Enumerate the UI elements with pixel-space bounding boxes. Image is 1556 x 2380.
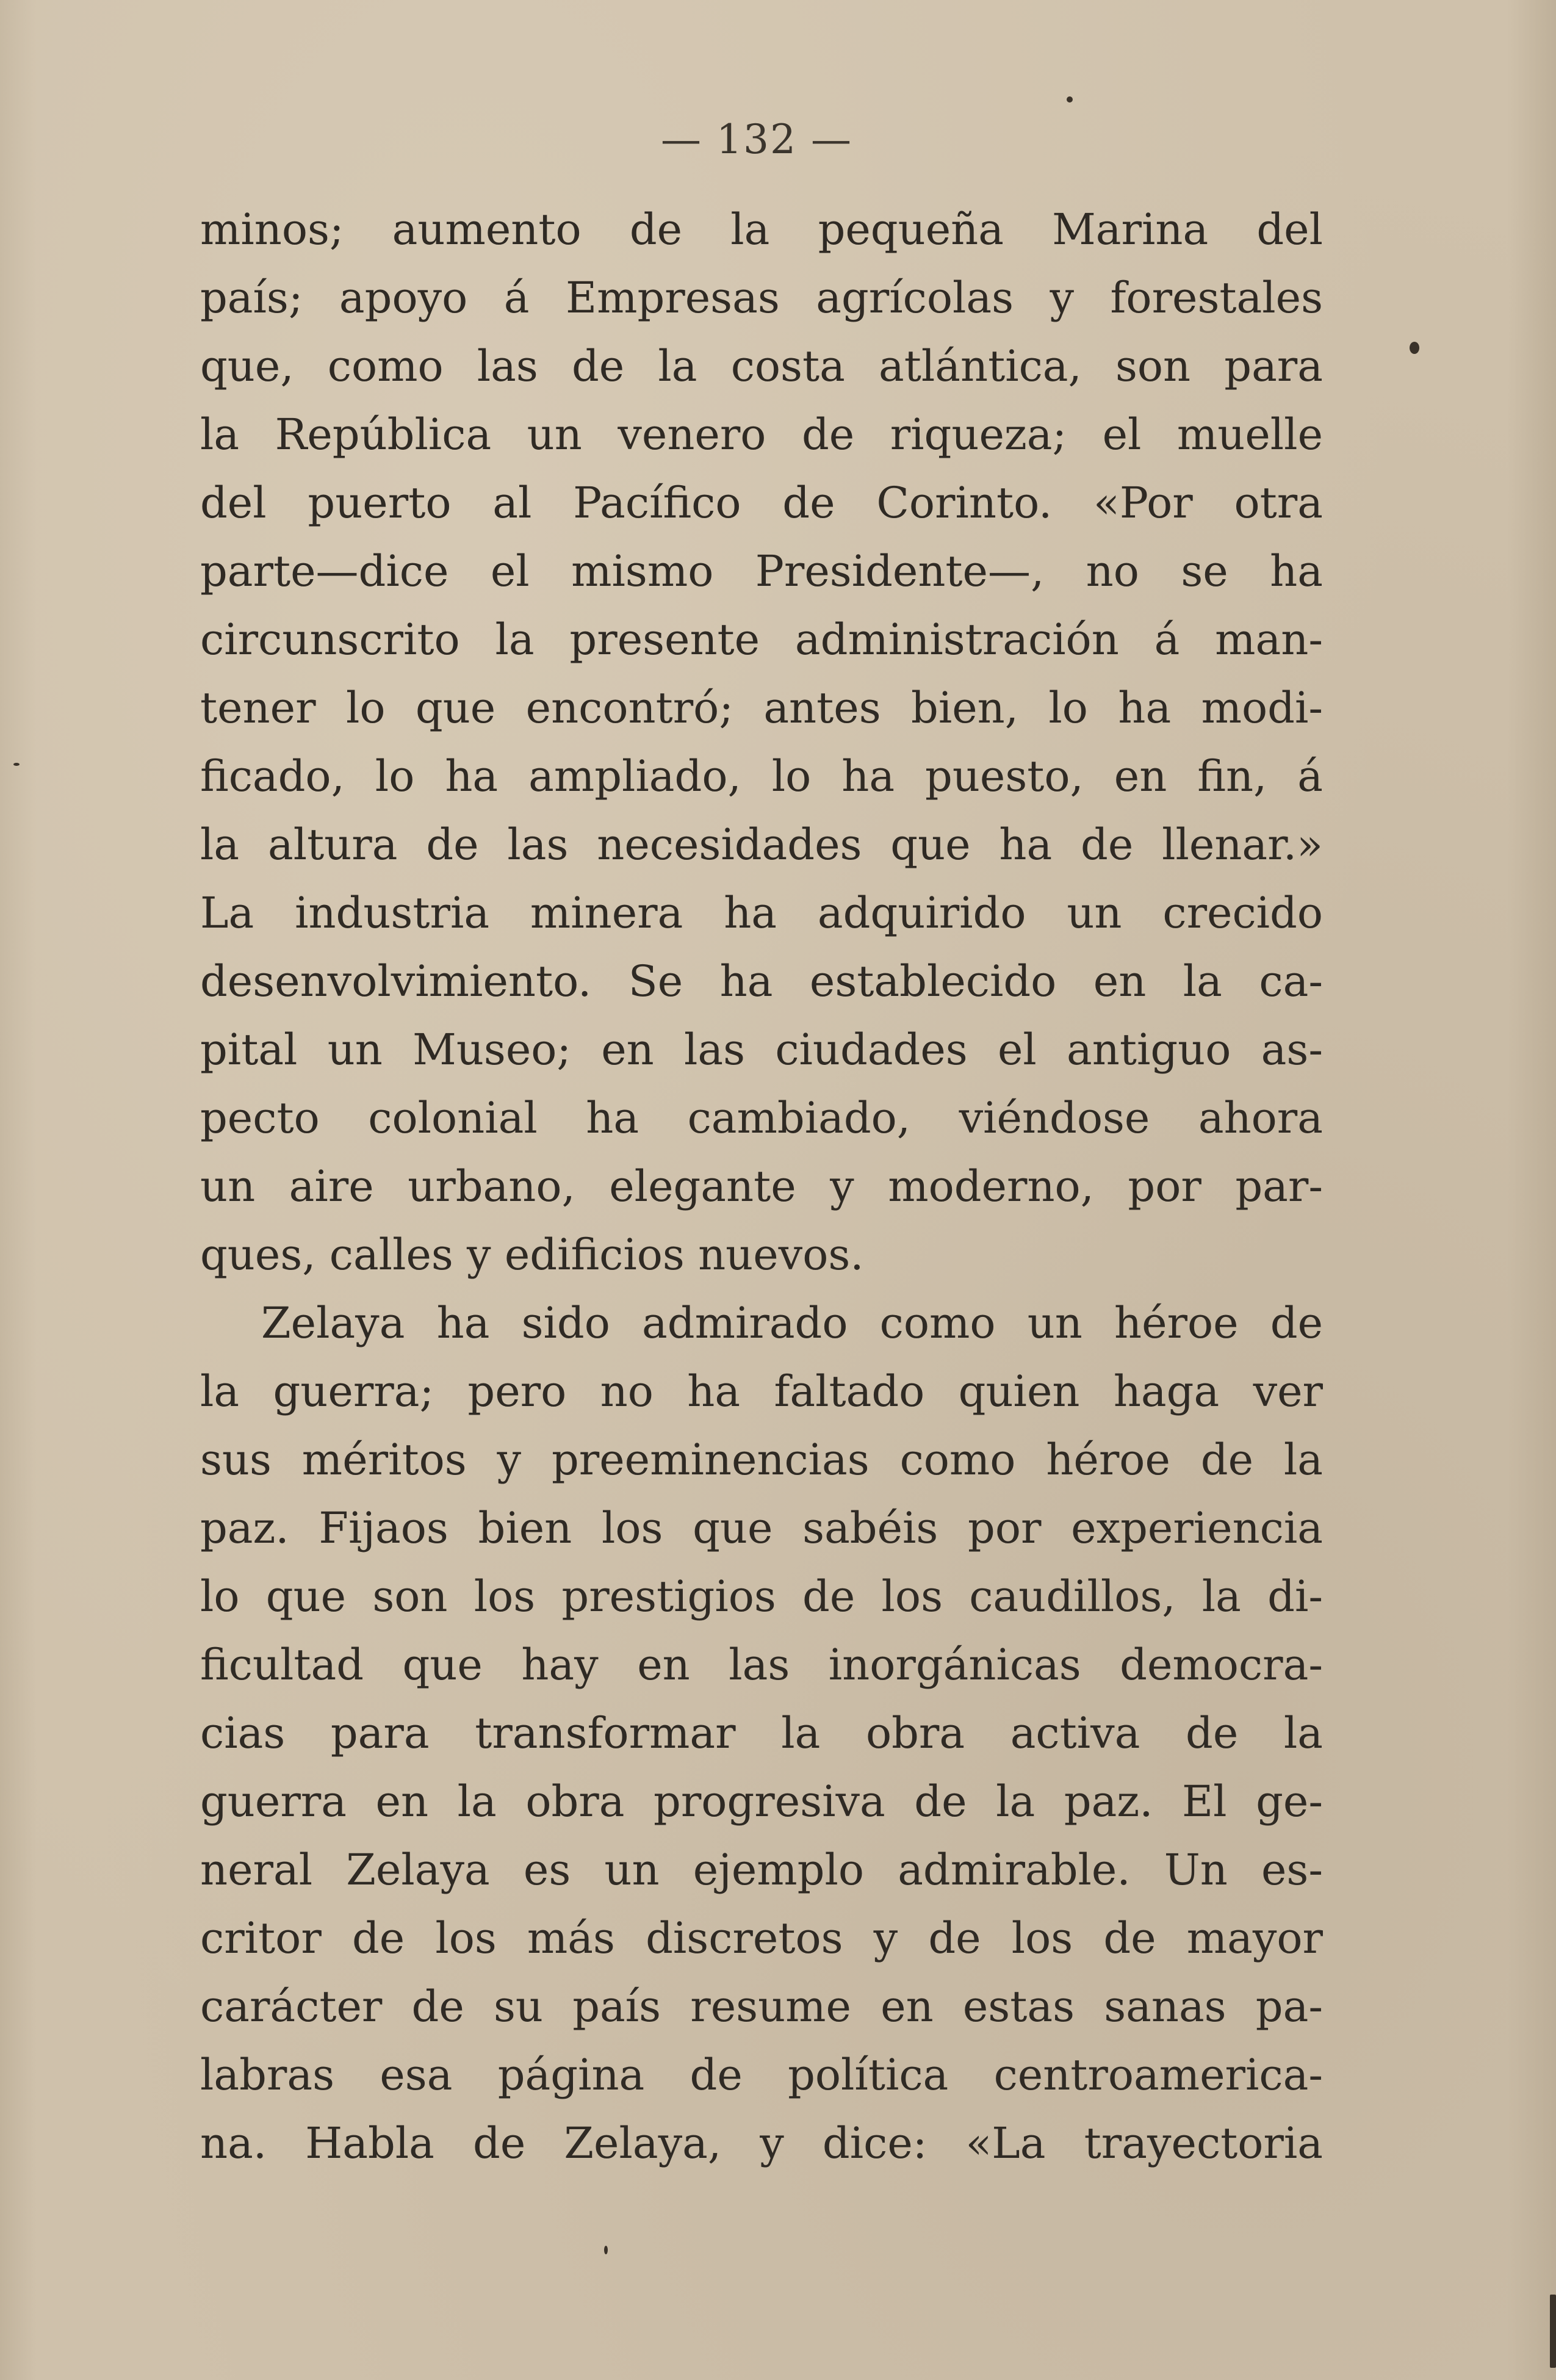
text-line: cias para transformar la obra activa de la xyxy=(200,1708,1323,1758)
paper-speck xyxy=(1067,96,1073,103)
text-line: carácter de su país resume en estas sanas pa- xyxy=(200,1982,1323,2032)
text-line: la altura de las necesidades que ha de llenar.» xyxy=(200,820,1323,870)
paper-speck xyxy=(604,2246,608,2254)
text-line: Zelaya ha sido admirado como un héroe de xyxy=(261,1298,1323,1348)
text-line: pecto colonial ha cambiado, viéndose ahora xyxy=(200,1093,1323,1143)
text-line: lo que son los prestigios de los caudillos, la di- xyxy=(200,1571,1323,1621)
text-line: país; apoyo á Empresas agrícolas y forestales xyxy=(200,273,1323,323)
text-line: ficultad que hay en las inorgánicas democra- xyxy=(200,1640,1323,1690)
text-line: la República un venero de riqueza; el muelle xyxy=(200,409,1323,460)
text-line: circunscrito la presente administración á man- xyxy=(200,615,1323,665)
text-line: minos; aumento de la pequeña Marina del xyxy=(200,204,1323,254)
text-line: neral Zelaya es un ejemplo admirable. Un es- xyxy=(200,1845,1323,1895)
paper-speck xyxy=(1550,2295,1556,2368)
text-line: tener lo que encontró; antes bien, lo ha modi- xyxy=(200,683,1323,733)
text-line: guerra en la obra progresiva de la paz. El ge- xyxy=(200,1776,1323,1826)
text-line: La industria minera ha adquirido un crecido xyxy=(200,888,1323,938)
text-line: pital un Museo; en las ciudades el antiguo as- xyxy=(200,1025,1323,1075)
text-line: paz. Fijaos bien los que sabéis por experiencia xyxy=(200,1503,1323,1553)
text-line: parte—dice el mismo Presidente—, no se ha xyxy=(200,546,1323,596)
text-line: critor de los más discretos y de los de mayor xyxy=(200,1913,1323,1963)
text-line: sus méritos y preeminencias como héroe de la xyxy=(200,1435,1323,1485)
text-line: desenvolvimiento. Se ha establecido en la ca- xyxy=(200,956,1323,1006)
text-line: ficado, lo ha ampliado, lo ha puesto, en fin, á xyxy=(200,751,1323,801)
text-line: que, como las de la costa atlántica, son para xyxy=(200,341,1323,391)
page-number: — 132 — xyxy=(661,116,852,163)
text-line: un aire urbano, elegante y moderno, por par- xyxy=(200,1161,1323,1211)
text-line: labras esa página de política centroamerica- xyxy=(200,2050,1323,2100)
text-line: na. Habla de Zelaya, y dice: «La trayectoria xyxy=(200,2118,1323,2168)
text-line: ques, calles y edificios nuevos. xyxy=(200,1230,864,1280)
text-line: la guerra; pero no ha faltado quien haga ver xyxy=(200,1366,1323,1416)
page-text xyxy=(200,195,1323,2177)
paper-speck xyxy=(1410,342,1419,354)
paper-speck xyxy=(13,763,20,766)
text-line: del puerto al Pacífico de Corinto. «Por otra xyxy=(200,478,1323,528)
